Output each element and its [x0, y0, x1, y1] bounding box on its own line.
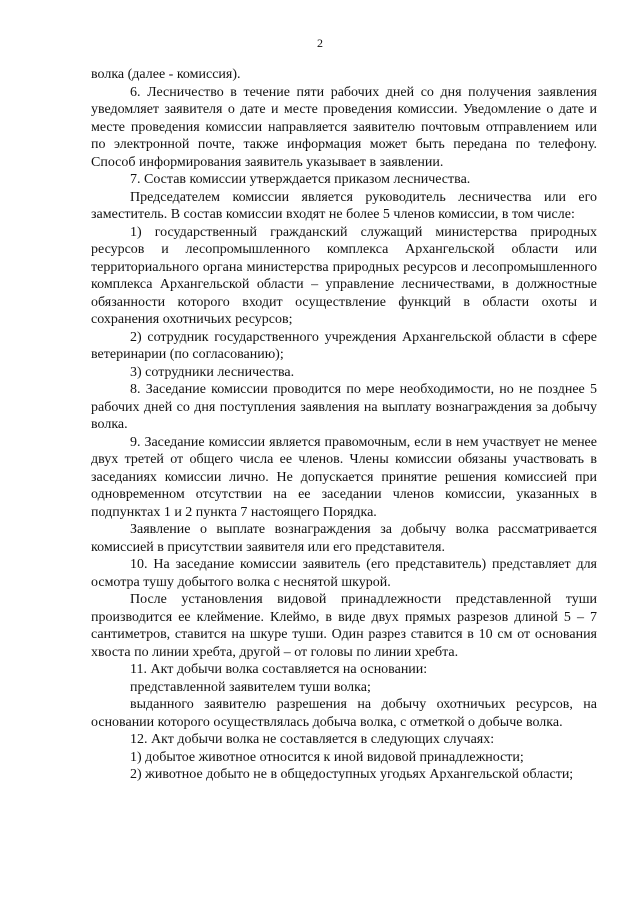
paragraph: волка (далее - комиссия).: [91, 67, 241, 82]
paragraph: 2) животное добыто не в общедоступных угодьях Архангельской области;: [130, 767, 574, 782]
paragraph: 2) сотрудник государственного учреждения Архангельской области в сфере ветеринарии (по согласованию);: [91, 329, 597, 362]
paragraph: 1) добытое животное относится к иной видовой принадлежности;: [130, 749, 524, 765]
paragraph: 6. Лесничество в течение пяти рабочих дней со дня получения заявления уведомляет заявителя о дате и месте проведения комиссии. Уведомление о дате и месте проведения комиссии направляется заявителю почтовым отправлением или по электронной почте, также информация может быть передана по телефону. Способ информирования заявитель указывает в заявлении.: [91, 84, 597, 170]
paragraph: выданного заявителю разрешения на добычу охотничьих ресурсов, на основании которого осуществлялась добыча волка, с отметкой о добыче волка.: [91, 697, 597, 730]
paragraph: 10. На заседание комиссии заявитель (его представитель) представляет для осмотра тушу добытого волка с неснятой шкурой.: [91, 557, 597, 590]
paragraph: После установления видовой принадлежности представленной туши производится ее клеймение. Клеймо, в виде двух прямых разрезов длиной 5 – 7 сантиметров, ставится на шкуре туши. Один разрез ставится в 10 см от основания хвоста по линии хребта, другой – от головы по линии хребта.: [91, 592, 597, 660]
paragraph: 8. Заседание комиссии проводится по мере необходимости, но не позднее 5 рабочих дней со дня поступления заявления на выплату вознаграждения за добычу волка.: [91, 382, 597, 432]
paragraph: 12. Акт добычи волка не составляется в следующих случаях:: [130, 732, 495, 747]
paragraph: 9. Заседание комиссии является правомочным, если в нем участвует не менее двух третей от общего числа ее членов. Члены комиссии обязаны участвовать в заседаниях комиссии лично. Не допускается принятие решения комиссией при одновременном отсутствии на ее заседании членов комиссии, указанных в подпунктах 1 и 2 пункта 7 настоящего Порядка.: [91, 434, 597, 520]
paragraph: Заявление о выплате вознаграждения за добычу волка рассматривается комиссией в присутствии заявителя или его представителя.: [91, 522, 597, 555]
page-number: 2: [317, 36, 323, 50]
paragraph: 3) сотрудники лесничества.: [130, 364, 295, 380]
paragraph: представленной заявителем туши волка;: [130, 679, 371, 695]
paragraph: 11. Акт добычи волка составляется на основании:: [130, 662, 428, 677]
document-body: [91, 66, 597, 784]
paragraph: 7. Состав комиссии утверждается приказом лесничества.: [130, 172, 471, 187]
paragraph: 1) государственный гражданский служащий министерства природных ресурсов и лесопромышленного комплекса Архангельской области или территориального органа министерства природных ресурсов и лесопромышленного комплекса Архангельской области – управление лесничествами, в должностные обязанности которого входит осуществление функций в области охоты и сохранения охотничьих ресурсов;: [91, 224, 597, 327]
paragraph: Председателем комиссии является руководитель лесничества или его заместитель. В состав комиссии входят не более 5 членов комиссии, в том числе:: [91, 189, 597, 222]
